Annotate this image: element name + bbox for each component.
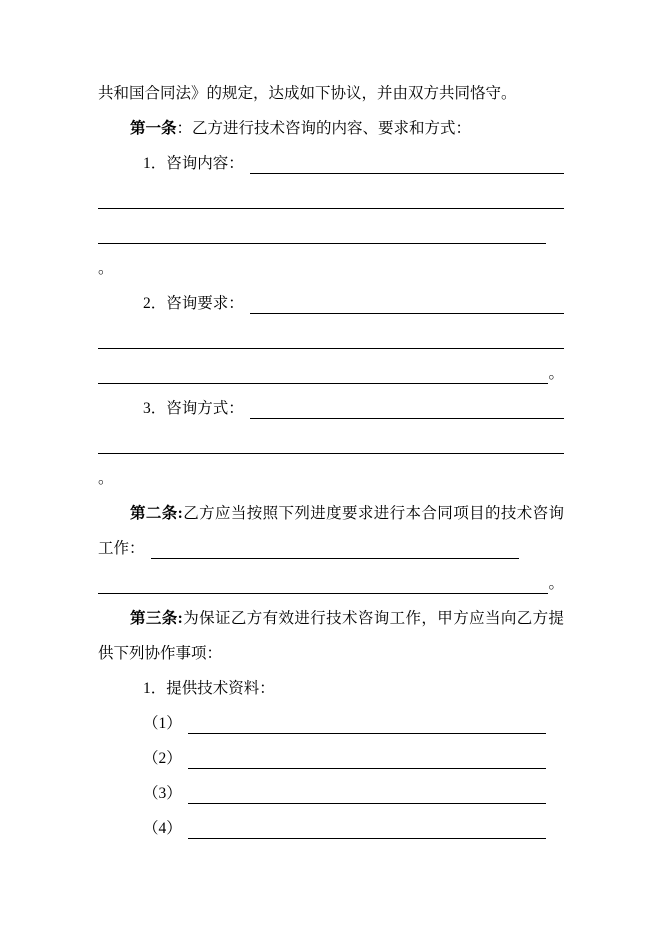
article1-item2-blank-row-1 [98,321,564,356]
fill-in-blank[interactable] [98,593,548,594]
material-blank-1[interactable] [188,733,546,734]
article2-continuation-label: 工作： [98,540,145,557]
article3-title-rest: 为保证乙方有效进行技术咨询工作，甲方应当向乙方提 [182,610,564,627]
fill-in-blank[interactable] [98,208,564,209]
article2-continuation-row [98,531,564,566]
period-mark: 。 [98,470,114,487]
article1-item1-period-line [98,251,564,286]
consult-content-label: 1．咨询内容： [143,155,244,172]
article1-item2-blank-row-2 [98,356,564,391]
article1-item3-period-line [98,461,564,496]
article1-title-rest: ：乙方进行技术咨询的内容、要求和方式： [176,120,472,137]
intro-text: 共和国合同法》的规定，达成如下协议，并由双方共同恪守。 [98,85,517,102]
article3-item4-row [98,811,564,846]
article1-item2-row [98,286,564,321]
material-blank-4[interactable] [188,838,546,839]
article3-title: 第三条: [130,610,183,627]
article1-item3-row [98,391,564,426]
article2-title: 第二条: [130,505,183,522]
consult-method-label: 3．咨询方式： [143,400,244,417]
fill-in-blank[interactable] [98,453,564,454]
article3-item1-row [98,706,564,741]
consult-requirement-label: 2．咨询要求： [143,295,244,312]
progress-requirement-blank[interactable] [151,558,519,559]
material-blank-2[interactable] [188,768,546,769]
article3-heading [98,601,564,636]
article2-heading [98,496,564,531]
numbered-item-label: （3） [143,785,182,802]
article1-item3-blank-row-1 [98,426,564,461]
article1-item1-blank-row-2 [98,216,564,251]
provide-materials-label: 1．提供技术资料： [143,680,275,697]
article2-title-rest: 乙方应当按照下列进度要求进行本合同项目的技术咨询 [182,505,564,522]
article1-item1-blank-row-1 [98,181,564,216]
consult-content-blank[interactable] [250,173,564,174]
numbered-item-label: （1） [143,715,182,732]
period-mark: 。 [548,365,564,382]
material-blank-3[interactable] [188,803,546,804]
consult-requirement-blank[interactable] [250,313,564,314]
article1-item1-row [98,146,564,181]
period-mark: 。 [98,260,114,277]
article3-item2-row [98,741,564,776]
article2-blank-row [98,566,564,601]
article1-title: 第一条 [130,120,177,137]
fill-in-blank[interactable] [98,348,564,349]
period-mark: 。 [548,575,564,592]
article3-continuation-line [98,636,564,671]
article3-item3-row [98,776,564,811]
fill-in-blank[interactable] [98,383,548,384]
consult-method-blank[interactable] [250,418,564,419]
numbered-item-label: （2） [143,750,182,767]
article1-heading [98,111,564,146]
numbered-item-label: （4） [143,820,182,837]
fill-in-blank[interactable] [98,243,546,244]
line-intro [98,76,564,111]
article3-continuation-text: 供下列协作事项： [98,645,223,662]
article3-sub-heading [98,671,564,706]
